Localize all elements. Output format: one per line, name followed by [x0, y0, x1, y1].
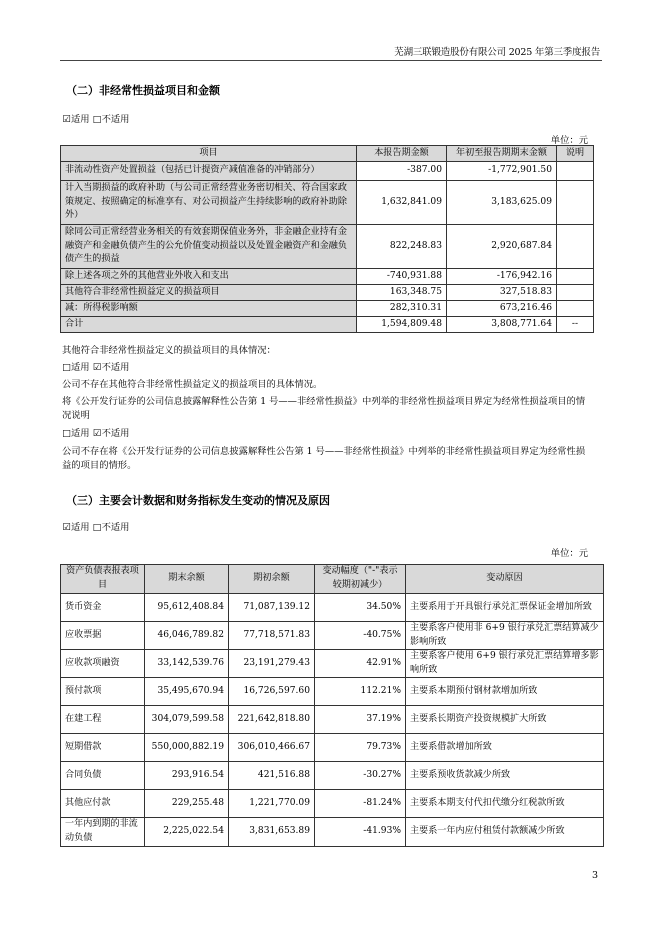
applicable-options [62, 113, 129, 127]
unchecked-checkbox-icon: □ [62, 362, 71, 373]
table-row [61, 181, 594, 225]
checked-checkbox-icon: ☑ [62, 114, 71, 125]
row-item: 计入当期损益的政府补助（与公司正常经营业务密切相关、符合国家政策规定、按照确定的标准享有、对公司损益产生持续影响的政府补助除外） [61, 181, 357, 225]
row-change: 112.21% [315, 678, 406, 706]
row-current: 1,594,809.48 [357, 317, 447, 333]
row-reason: 主要系一年内应付租赁付款额减少所致 [406, 818, 604, 846]
row-note [557, 285, 594, 301]
row-reason: 主要系客户使用 6+9 银行承兑汇票结算增多影响所致 [406, 650, 604, 678]
row-reason: 主要系本期支付代扣代缴分红税款所致 [406, 790, 604, 818]
other-items-heading: 其他符合非经常性损益定义的损益项目的具体情况： [62, 345, 276, 356]
option-label-applicable: 适用 [71, 522, 90, 533]
checked-checkbox-icon: ☑ [92, 428, 102, 439]
row-note [557, 225, 594, 269]
redefine-heading: 将《公开发行证券的公司信息披露解释性公告第 1 号——非经常性损益》中列举的非经常性损益项目界定为经常性损益项目的情况说明 [62, 396, 586, 421]
table-header-row [61, 565, 604, 594]
row-end: 35,495,670.94 [145, 678, 229, 706]
row-item: 减：所得税影响额 [61, 301, 357, 317]
row-item: 其他应付款 [61, 790, 145, 818]
row-reason: 主要系长期资产投资规模扩大所致 [406, 706, 604, 734]
col-header-note: 说明 [557, 146, 594, 162]
row-current: 1,632,841.09 [357, 181, 447, 225]
row-end: 304,079,599.58 [145, 706, 229, 734]
col-header-item: 资产负债表报表项目 [61, 565, 145, 594]
row-ytd: -1,772,901.50 [447, 162, 557, 181]
row-reason: 主要系预收货款减少所致 [406, 762, 604, 790]
table-row [61, 650, 604, 678]
table-header-row [61, 146, 594, 162]
table-row [61, 285, 594, 301]
checked-checkbox-icon: ☑ [62, 522, 71, 533]
row-change: 42.91% [315, 650, 406, 678]
table-row [61, 269, 594, 285]
table-row [61, 706, 604, 734]
table-row [61, 622, 604, 650]
row-change: -30.27% [315, 762, 406, 790]
row-item: 一年内到期的非流动负债 [61, 818, 145, 846]
option-label-not-applicable: 不适用 [101, 114, 130, 125]
row-end: 293,916.54 [145, 762, 229, 790]
checked-checkbox-icon: ☑ [92, 362, 102, 373]
row-end: 550,000,882.19 [145, 734, 229, 762]
row-end: 46,046,789.82 [145, 622, 229, 650]
row-begin: 71,087,139.12 [229, 594, 315, 622]
other-items-applicable-options [62, 361, 129, 375]
row-end: 33,142,539.76 [145, 650, 229, 678]
unit-label: 单位：元 [550, 135, 588, 146]
page-number: 3 [591, 870, 598, 881]
col-header-item: 项目 [61, 146, 357, 162]
redefine-applicable-options [62, 427, 129, 441]
row-item: 应收票据 [61, 622, 145, 650]
row-note: -- [557, 317, 594, 333]
col-header-end: 期末余额 [145, 565, 229, 594]
table-row [61, 225, 594, 269]
row-begin: 421,516.88 [229, 762, 315, 790]
table-row [61, 790, 604, 818]
row-begin: 221,642,818.80 [229, 706, 315, 734]
row-item: 预付款项 [61, 678, 145, 706]
option-label-not-applicable: 不适用 [101, 362, 130, 373]
row-current: 163,348.75 [357, 285, 447, 301]
row-begin: 77,718,571.83 [229, 622, 315, 650]
row-change: 34.50% [315, 594, 406, 622]
row-ytd: 673,216.46 [447, 301, 557, 317]
row-item: 货币资金 [61, 594, 145, 622]
row-change: -40.75% [315, 622, 406, 650]
table-row [61, 162, 594, 181]
row-note [557, 301, 594, 317]
row-change: 37.19% [315, 706, 406, 734]
row-note [557, 162, 594, 181]
row-change: -41.93% [315, 818, 406, 846]
option-label-applicable: 适用 [71, 114, 90, 125]
table-row [61, 818, 604, 846]
row-change: 79.73% [315, 734, 406, 762]
row-begin: 3,831,653.89 [229, 818, 315, 846]
col-header-ytd: 年初至报告期期末金额 [447, 146, 557, 162]
row-begin: 306,010,466.67 [229, 734, 315, 762]
unchecked-checkbox-icon: □ [92, 114, 102, 125]
row-begin: 1,221,770.09 [229, 790, 315, 818]
row-reason: 主要系借款增加所致 [406, 734, 604, 762]
row-ytd: -176,942.16 [447, 269, 557, 285]
nonrecurring-table [60, 145, 594, 333]
row-note [557, 181, 594, 225]
col-header-current: 本报告期金额 [357, 146, 447, 162]
row-change: -81.24% [315, 790, 406, 818]
changes-applicable-options [62, 521, 129, 535]
row-item: 非流动性资产处置损益（包括已计提资产减值准备的冲销部分） [61, 162, 357, 181]
row-current: 822,248.83 [357, 225, 447, 269]
redefine-text: 公司不存在将《公开发行证券的公司信息披露解释性公告第 1 号——非经常性损益》中列举的非经常性损益项目界定为经常性损益的项目的情形。 [62, 446, 586, 471]
row-item: 应收款项融资 [61, 650, 145, 678]
table-row [61, 734, 604, 762]
row-item: 在建工程 [61, 706, 145, 734]
row-item: 其他符合非经常性损益定义的损益项目 [61, 285, 357, 301]
row-item: 合同负债 [61, 762, 145, 790]
changes-table [60, 564, 604, 847]
row-current: 282,310.31 [357, 301, 447, 317]
row-end: 229,255.48 [145, 790, 229, 818]
row-reason: 主要系本期预付钢材款增加所致 [406, 678, 604, 706]
row-ytd: 3,808,771.64 [447, 317, 557, 333]
other-items-text: 公司不存在其他符合非经常性损益定义的损益项目的具体情况。 [62, 379, 323, 390]
section-title-changes: （三）主要会计数据和财务指标发生变动的情况及原因 [66, 494, 330, 507]
row-reason: 主要系用于开具银行承兑汇票保证金增加所致 [406, 594, 604, 622]
section-title-nonrecurring: （二）非经常性损益项目和金额 [66, 84, 220, 97]
row-end: 2,225,022.54 [145, 818, 229, 846]
row-item: 除同公司正常经营业务相关的有效套期保值业务外，非金融企业持有金融资产和金融负债产生的公允价值变动损益以及处置金融资产和金融负债产生的损益 [61, 225, 357, 269]
unit-label: 单位：元 [550, 548, 588, 559]
row-current: -740,931.88 [357, 269, 447, 285]
row-end: 95,612,408.84 [145, 594, 229, 622]
table-row-total [61, 317, 594, 333]
table-row [61, 762, 604, 790]
table-row [61, 678, 604, 706]
row-note [557, 269, 594, 285]
row-current: -387.00 [357, 162, 447, 181]
row-begin: 23,191,279.43 [229, 650, 315, 678]
option-label-applicable: 适用 [71, 428, 90, 439]
col-header-change: 变动幅度（"-"表示较期初减少） [315, 565, 406, 594]
col-header-begin: 期初余额 [229, 565, 315, 594]
row-item: 除上述各项之外的其他营业外收入和支出 [61, 269, 357, 285]
option-label-applicable: 适用 [71, 362, 90, 373]
row-ytd: 3,183,625.09 [447, 181, 557, 225]
table-row [61, 594, 604, 622]
row-item: 短期借款 [61, 734, 145, 762]
option-label-not-applicable: 不适用 [101, 522, 130, 533]
row-ytd: 327,518.83 [447, 285, 557, 301]
col-header-reason: 变动原因 [406, 565, 604, 594]
report-header: 芜湖三联锻造股份有限公司 2025 年第三季度报告 [394, 47, 600, 58]
row-ytd: 2,920,687.84 [447, 225, 557, 269]
row-begin: 16,726,597.60 [229, 678, 315, 706]
unchecked-checkbox-icon: □ [62, 428, 71, 439]
option-label-not-applicable: 不适用 [101, 428, 130, 439]
header-divider [60, 60, 602, 61]
row-reason: 主要系客户使用非 6+9 银行承兑汇票结算减少影响所致 [406, 622, 604, 650]
row-item: 合计 [61, 317, 357, 333]
unchecked-checkbox-icon: □ [92, 522, 102, 533]
table-row [61, 301, 594, 317]
